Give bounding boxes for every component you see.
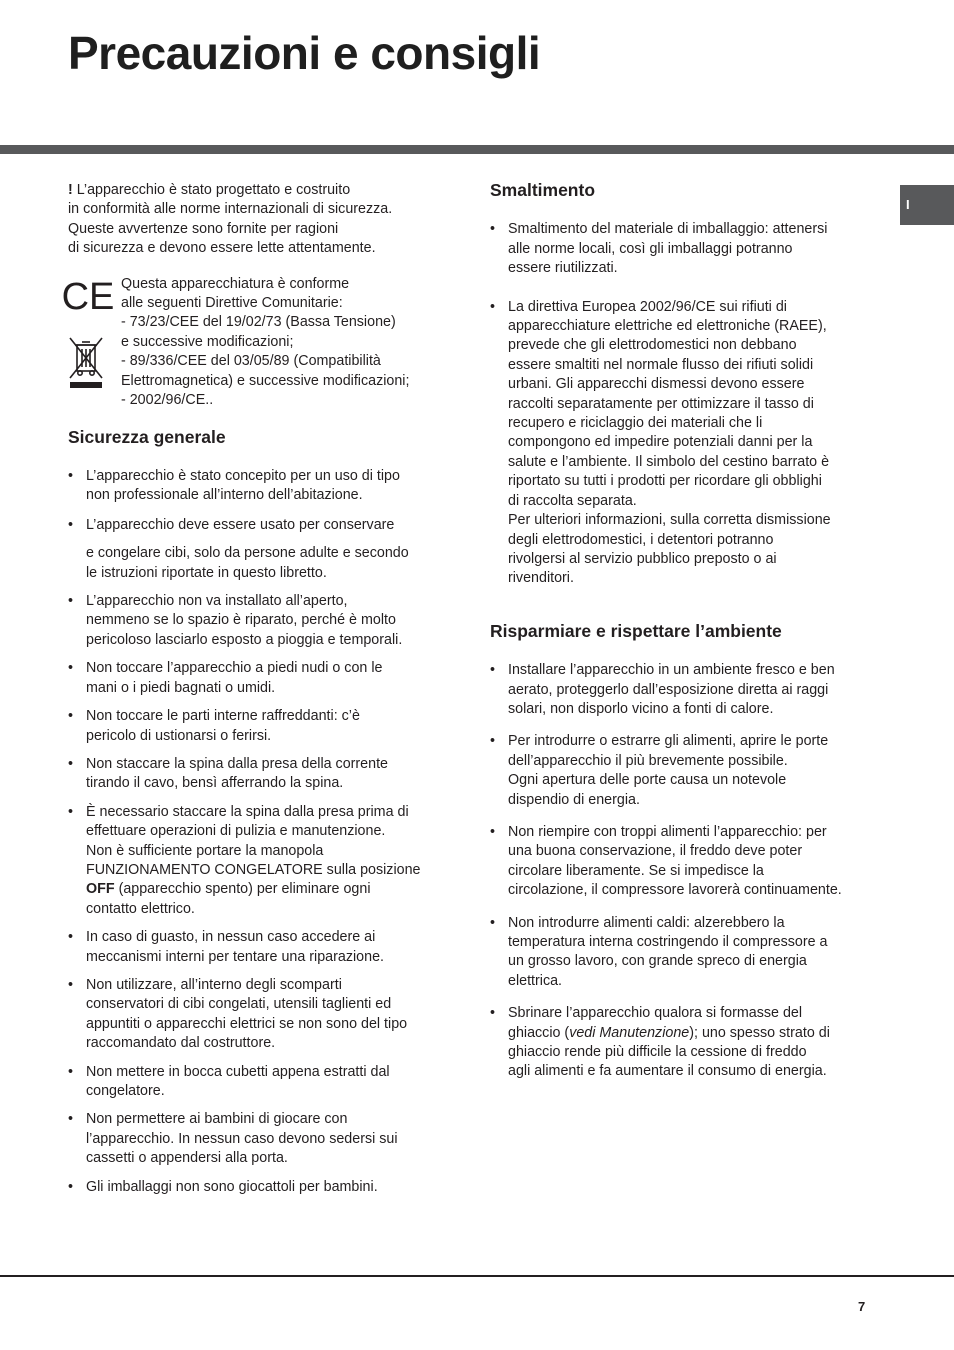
list-item: • Non introdurre alimenti caldi: alzerebbero la temperatura interna costringendo il compressore a un grosso lavoro, con grande spreco di energia elettrica. [490, 914, 872, 992]
section-heading-sicurezza: Sicurezza generale [68, 426, 226, 447]
language-tab [900, 185, 954, 225]
section-heading-risparmiare: Risparmiare e rispettare l’ambiente [490, 620, 782, 641]
list-item: • Gli imballaggi non sono giocattoli per bambini. [68, 1178, 448, 1197]
list-item: • In caso di guasto, in nessun caso accedere ai meccanismi interni per tentare una riparazione. [68, 928, 448, 967]
off-label: OFF [86, 881, 115, 898]
page-title: Precauzioni e consigli [68, 27, 541, 79]
section-heading-smaltimento: Smaltimento [490, 180, 596, 200]
risparmiare-list [490, 661, 872, 1082]
compliance-line: - 2002/96/CE.. [121, 392, 214, 409]
warning-mark: ! [68, 182, 73, 198]
compliance-line: e successive modificazioni; [121, 333, 294, 350]
list-item: • È necessario staccare la spina dalla presa prima di effettuare operazioni di pulizia e manutenzione. Non è sufficiente portare la manopola FUNZIONAMENTO CONGELATORE sulla posizione OFF (apparecchio spento) per eliminare ogni contatto elettrico. [68, 803, 448, 919]
compliance-line: Elettromagnetica) e successive modificazioni; [121, 372, 410, 389]
list-item: • Installare l’apparecchio in un ambiente fresco e ben aerato, proteggerlo dall’esposizione diretta ai raggi solari, non disporlo vicino a fonti di calore. [490, 661, 872, 719]
svg-text:CE: CE [61, 275, 115, 318]
left-column [61, 181, 448, 1197]
compliance-text [121, 275, 451, 411]
list-item: • L’apparecchio deve essere usato per conservare [68, 516, 448, 535]
compliance-line: - 73/23/CEE del 19/02/73 (Bassa Tensione) [121, 314, 396, 331]
list-item: • Non toccare le parti interne raffreddanti: c’è pericolo di ustionarsi o ferirsi. [68, 707, 448, 746]
intro-warning [68, 181, 448, 259]
list-item: • La direttiva Europea 2002/96/CE sui rifiuti di apparecchiature elettriche ed elettroniche (RAEE), prevede che gli elettrodomestici non debbano essere smaltiti nel normale flusso dei rifiuti solidi urbani. Gli apparecchi dismessi devono essere raccolti separatamente per ottimizzare il tasso di recupero e riciclaggio dei materiali che li compongono ed impedire potenziali danni per la salute e l’ambiente. Il simbolo del cestino barrato è riportato su tutti i prodotti per ricordare gli obblighi di raccolta separata. Per ulteriori informazioni, sulla corretta dismissione degli elettrodomestici, i detentori potranno rivolgersi al servizio pubblico preposto o ai rivenditori. [490, 298, 872, 589]
list-item: • Sbrinare l’apparecchio qualora si formasse del ghiaccio (vedi Manutenzione); uno spesso strato di ghiaccio rende più difficile la cessione di freddo agli alimenti e fa aumentare il consumo di energia. [490, 1004, 872, 1082]
list-item: • Non riempire con troppi alimenti l’apparecchio: per una buona conservazione, il freddo deve poter circolare liberamente. Se si impedisce la circolazione, il compressore lavorerà continuamente. [490, 823, 872, 901]
manutenzione-reference: vedi Manutenzione [569, 1024, 690, 1041]
compliance-line: alle seguenti Direttive Comunitarie: [121, 295, 343, 312]
footer-divider [0, 1275, 954, 1277]
list-item: • Non permettere ai bambini di giocare con l’apparecchio. In nessun caso devono sedersi sui cassetti o appendersi alla porta. [68, 1110, 448, 1168]
compliance-icons [61, 275, 115, 390]
list-item: • Non staccare la spina dalla presa della corrente tirando il cavo, bensì afferrando la spina. [68, 755, 448, 794]
list-item: • Non utilizzare, all’interno degli scomparti conservatori di cibi congelati, utensili taglienti ed appuntiti o apparecchi elettrici se non sono del tipo raccomandato dal costruttore. [68, 976, 448, 1054]
list-item: • L’apparecchio è stato concepito per un uso di tipo non professionale all’interno dell’abitazione. [68, 467, 448, 506]
sicurezza-list-cont [68, 592, 448, 1197]
compliance-block [61, 275, 448, 409]
list-item: • L’apparecchio non va installato all’aperto, nemmeno se lo spazio è riparato, perché è molto pericoloso lasciarlo esposto a pioggia e temporali. [68, 592, 448, 650]
compliance-line: Questa apparecchiatura è conforme [121, 275, 350, 292]
intro-line: in conformità alle norme internazionali di sicurezza. [68, 201, 393, 218]
crossed-bin-icon [68, 336, 104, 390]
compliance-line: - 89/336/CEE del 03/05/89 (Compatibilità [121, 353, 381, 370]
right-column [490, 181, 872, 1082]
list-item-continuation: e congelare cibi, solo da persone adulte e secondo le istruzioni riportate in questo libretto. [86, 545, 409, 581]
list-item: • Per introdurre o estrarre gli alimenti, aprire le porte dell’apparecchio il più brevemente possibile. Ogni apertura delle porte causa un notevole dispendio di energia. [490, 732, 872, 810]
intro-line: L’apparecchio è stato progettato e costruito [72, 182, 351, 198]
sicurezza-list [68, 467, 448, 535]
intro-line: di sicurezza e devono essere lette attentamente. [68, 240, 376, 257]
intro-line: Queste avvertenze sono fornite per ragioni [68, 220, 339, 237]
list-item: • Smaltimento del materiale di imballaggio: attenersi alle norme locali, così gli imballaggi potranno essere riutilizzati. [490, 220, 872, 278]
list-item: • Non toccare l’apparecchio a piedi nudi o con le mani o i piedi bagnati o umidi. [68, 659, 448, 698]
ce-mark-icon [61, 275, 115, 318]
header-divider [0, 145, 954, 154]
page-number: 7 [858, 1299, 866, 1314]
smaltimento-list [490, 220, 872, 588]
language-tab-label: I [906, 197, 910, 212]
list-item: • Non mettere in bocca cubetti appena estratti dal congelatore. [68, 1063, 448, 1102]
